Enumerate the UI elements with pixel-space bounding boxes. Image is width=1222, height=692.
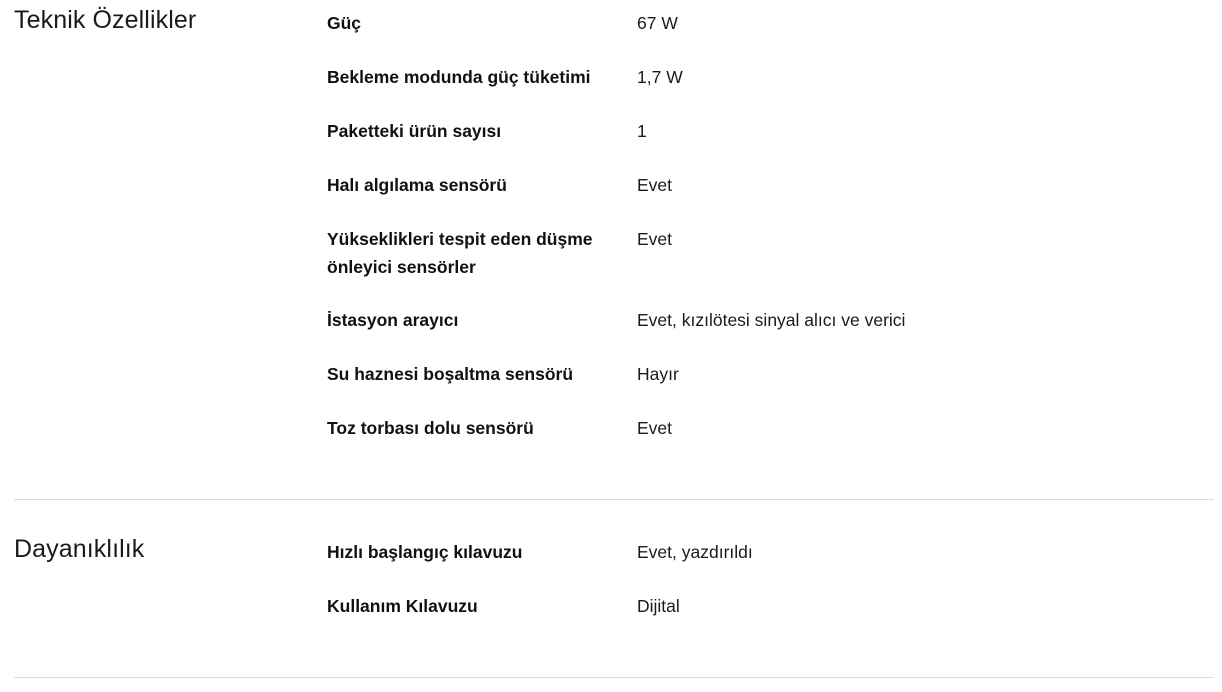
spec-label: İstasyon arayıcı [327,310,459,330]
spec-row-quick-start-guide [327,538,1214,592]
spec-row-power [327,9,1214,63]
spec-row-user-manual [327,592,1214,646]
spec-label: Güç [327,13,362,33]
section-technical-specs [14,0,1214,500]
section-durability [14,499,1214,678]
spec-value: 67 W [637,13,678,33]
spec-row-cliff-sensors [327,225,1214,306]
spec-value: Evet [637,229,673,249]
spec-value: Evet [637,418,673,438]
spec-label: Bekleme modunda güç tüketimi [327,67,591,87]
section-title: Teknik Özellikler [14,6,197,34]
spec-list [327,9,1214,468]
spec-row-water-tank-sensor [327,360,1214,414]
spec-list [327,538,1214,646]
spec-value: 1,7 W [637,67,683,87]
spec-label: Yükseklikleri tespit eden düşme önleyici sensörler [327,229,593,277]
section-title: Dayanıklılık [14,535,145,563]
spec-value: Evet, kızılötesi sinyal alıcı ve verici [637,310,906,330]
spec-label: Su haznesi boşaltma sensörü [327,364,574,384]
spec-row-standby-power [327,63,1214,117]
spec-value: Evet, yazdırıldı [637,542,753,562]
spec-row-package-count [327,117,1214,171]
spec-label: Halı algılama sensörü [327,175,507,195]
spec-row-carpet-sensor [327,171,1214,225]
spec-value: 1 [637,121,647,141]
spec-label: Toz torbası dolu sensörü [327,418,534,438]
spec-value: Dijital [637,596,680,616]
spec-label: Hızlı başlangıç kılavuzu [327,542,523,562]
spec-value: Evet [637,175,673,195]
spec-value: Hayır [637,364,679,384]
spec-row-dust-bag-sensor [327,414,1214,468]
spec-label: Paketteki ürün sayısı [327,121,502,141]
spec-row-station-finder [327,306,1214,360]
spec-label: Kullanım Kılavuzu [327,596,478,616]
